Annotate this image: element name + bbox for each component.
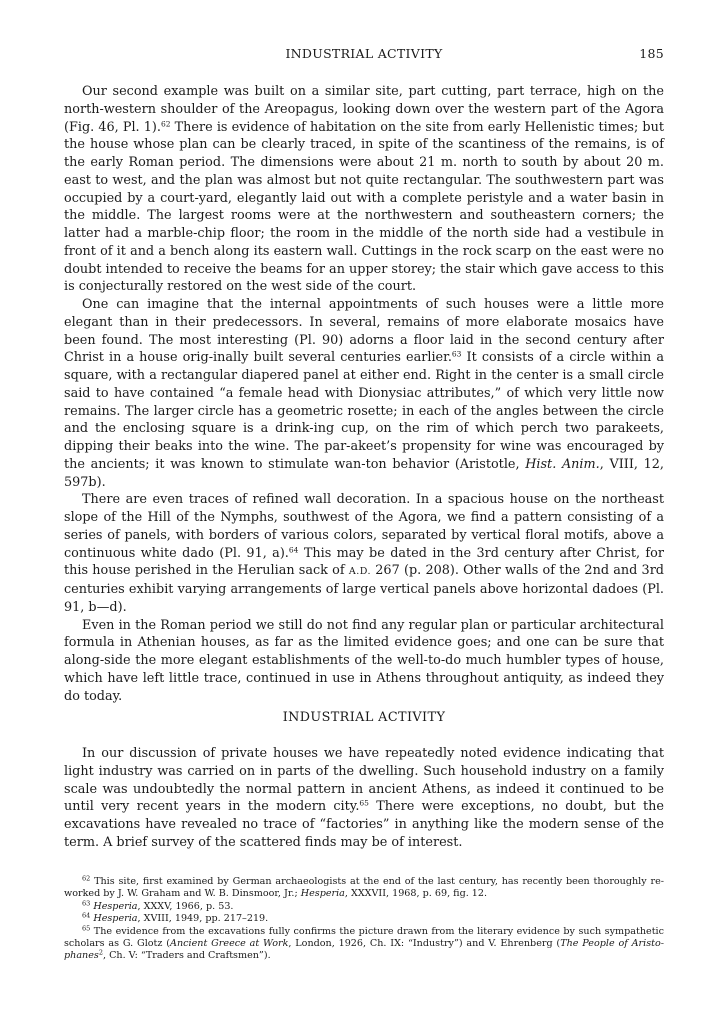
paragraph-areopagus-house: Our second example was built on a similar site, part cutting, part terrace, high on the north-western shoulder of the Areopagus, looking down over the western part of the Agora (Fig. 46, Pl. 1).$^{62}$ There is evidence of habitation on the site from early Hellenistic times; but the house whose plan can be clearly traced, in spite of the scantiness of the remains, is of the early Roman period. The dimensions were about 21 m. north to south by about 20 m. east to west, and the plan was almost but not quite rectangular. The southwestern part was occupied by a court-yard, elegantly laid out with a complete peristyle and a water basin in the middle. The largest rooms were at the northwestern and southeastern corners; the latter had a marble-chip floor; the room in the middle of the north side had a vestibule in front of it and a bench along its eastern wall. Cuttings in the rock scarp on the east were no doubt intended to receive the beams for an upper storey; the stair which gave access to this is conjecturally restored on the west side of the court. xyxy=(64,84,664,295)
running-header xyxy=(64,46,664,64)
footnote-ref-62[interactable]: 62 xyxy=(160,119,171,128)
footnote-ref-64[interactable]: 64 xyxy=(288,545,299,554)
paragraph-wall-decoration: There are even traces of refined wall decoration. In a spacious house on the northeast slope of the Hill of the Nymphs, southwest of the Agora, we find a pattern consisting of a series of panels, with borders of various colors, separated by vertical floral motifs, above a continuous white dado (Pl. 91, a).$^{64}$ This may be dated in the 3rd century after Christ, for this house perished in the Herulian sack of A.D. 267 (p. 208). Other walls of the 2nd and 3rd centuries exhibit varying arrangements of large vertical panels above horizontal dadoes (Pl. 91, b—d). xyxy=(64,492,665,615)
paragraph-mosaics: One can imagine that the internal appointments of such houses were a little more elegant than in their predecessors. In several, remains of more elaborate mosaics have been found. The most interesting (Pl. 90) adorns a floor laid in the second century after Christ in a house orig-inally built several centuries earlier.$^{63}$ It consists of a circle within a square, with a rectangular diapered panel at either end. Right in the center is a small circle said to have contained “a female head with Dionysiac attributes,” of which very little now remains. The larger circle has a geometric rosette; in each of the angles between the circle and the enclosing square is a drink-ing cup, on the rim of which perch two parakeets, dipping their beaks into the wine. The par-akeet’s propensity for wine was encouraged by the ancients; it was known to stimulate wan-ton behavior (Aristotle, Hist. Anim., VIII, 12, 597b). xyxy=(64,297,664,490)
footnote-64: $^{64}$ Hesperia, XVIII, 1949, pp. 217–219. xyxy=(82,911,269,925)
footnote-ref-65[interactable]: 65 xyxy=(359,798,369,808)
page-number: 185 xyxy=(639,46,664,61)
paragraph-roman-houses: Even in the Roman period we still do not find any regular plan or particular architectural formula in Athenian houses, as far as the limited evidence goes; and one can be sure that along-side the more elegant establishments of the well-to-do much humbler types of house, which have left little trace, continued in use in Athens throughout antiquity, as indeed they do today. xyxy=(64,617,664,704)
footnote-63: $^{63}$ Hesperia, XXXV, 1966, p. 53. xyxy=(82,899,234,912)
footnote-65: $^{65}$ The evidence from the excavations fully confirms the picture drawn from the literary evidence by such sympathetic scholars as G. Glotz (Ancient Greece at Work, London, 1926, Ch. IX: “Industry”) and V. Ehrenberg (The People of Aristo-phanes$^2$, Ch. V: “Traders and Craftsmen”). xyxy=(64,924,665,962)
running-head-title: INDUSTRIAL ACTIVITY xyxy=(285,46,443,61)
paragraph-industry: In our discussion of private houses we have repeatedly noted evidence indicating that light industry was carried on in parts of the dwelling. Such household industry on a family scale was undoubtedly the normal pattern in ancient Athens, as indeed it continued to be until very recent years in the modern city.$^{65}$ There were exceptions, no doubt, but the excavations have revealed no trace of “factories” in anything like the modern sense of the term. A brief survey of the scattered finds may be of interest. xyxy=(64,746,664,850)
main-text xyxy=(64,83,664,705)
section-heading: INDUSTRIAL ACTIVITY xyxy=(282,710,446,725)
footnote-ref-63[interactable]: 63 xyxy=(451,349,462,359)
section-text xyxy=(64,745,664,852)
footnote-62: $^{62}$ This site, first examined by German archaeologists at the end of the last century, has recently been thoroughly re-worked by J. W. Graham and W. B. Dinsmoor, Jr.; Hesperia, XXXVII, 1968, p. 69, fig. 12. xyxy=(64,874,664,900)
footnotes xyxy=(64,876,664,963)
